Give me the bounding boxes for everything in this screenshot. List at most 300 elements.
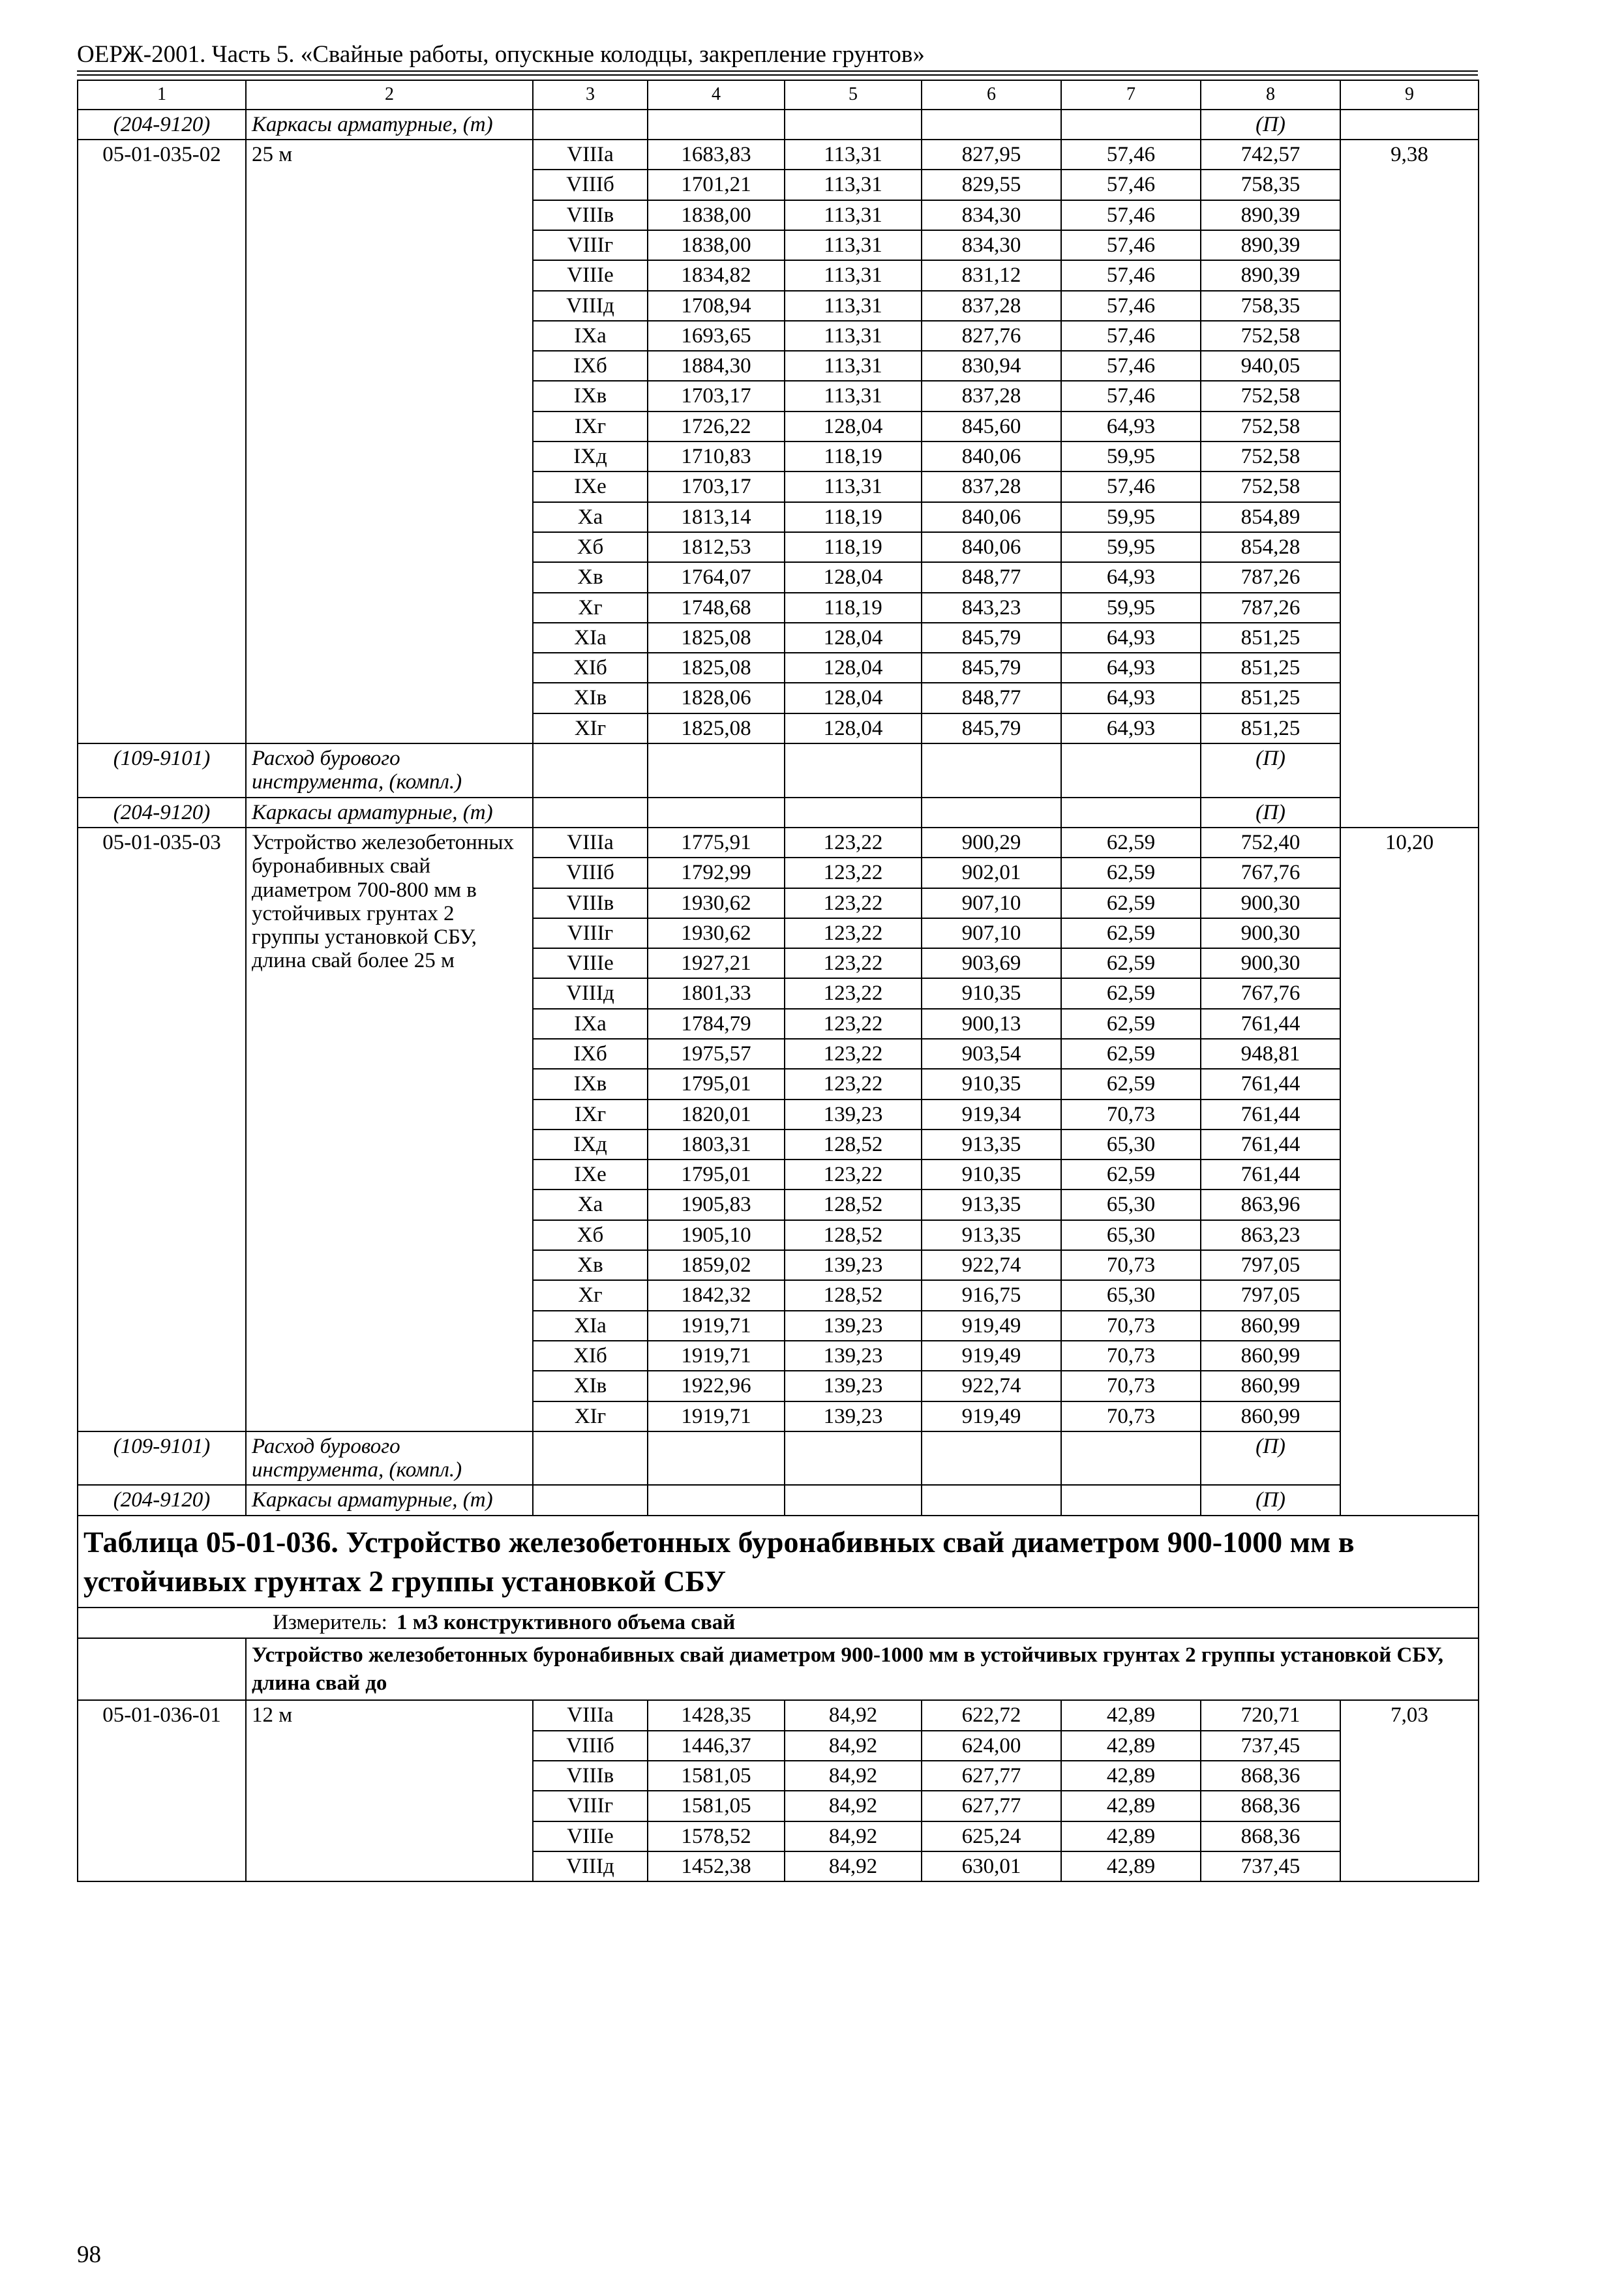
empty-cell [648, 743, 785, 798]
value-cell: 1922,96 [648, 1371, 785, 1401]
value-cell: 42,89 [1061, 1821, 1201, 1851]
value-cell: 57,46 [1061, 230, 1201, 260]
value-cell: 70,73 [1061, 1100, 1201, 1130]
value-cell-col8: 851,25 [1201, 683, 1340, 713]
resource-row-drill [78, 743, 1479, 798]
value-cell: 123,22 [785, 1009, 922, 1039]
value-cell: 1784,79 [648, 1009, 785, 1039]
value-cell: 118,19 [785, 532, 922, 562]
rate-name: 25 м [246, 140, 533, 743]
value-cell: 627,77 [922, 1791, 1061, 1821]
value-cell: 829,55 [922, 170, 1061, 200]
value-cell: 1703,17 [648, 381, 785, 411]
value-cell-col8: 797,05 [1201, 1280, 1340, 1310]
value-cell: 1905,10 [648, 1220, 785, 1250]
empty-cell [1340, 110, 1479, 140]
zone-cell: VIIIв [533, 200, 648, 230]
value-cell: 123,22 [785, 858, 922, 888]
empty-cell [533, 743, 648, 798]
value-cell: 910,35 [922, 978, 1061, 1008]
rates-table [77, 80, 1479, 1882]
value-cell: 622,72 [922, 1700, 1061, 1730]
value-cell: 1578,52 [648, 1821, 785, 1851]
table-row [78, 828, 1479, 858]
zone-cell: XIб [533, 1341, 648, 1371]
value-cell-col8: 752,58 [1201, 381, 1340, 411]
header-rule-2 [77, 74, 1478, 76]
zone-cell: IXе [533, 471, 648, 501]
resource-name: Каркасы арматурные, (т) [246, 110, 533, 140]
measure-row [78, 1608, 1479, 1638]
value-cell: 123,22 [785, 888, 922, 918]
value-cell: 113,31 [785, 351, 922, 381]
value-cell: 64,93 [1061, 562, 1201, 592]
value-cell-col8: 868,36 [1201, 1791, 1340, 1821]
value-cell: 1795,01 [648, 1159, 785, 1189]
value-cell: 1820,01 [648, 1100, 785, 1130]
value-cell-col8: 797,05 [1201, 1250, 1340, 1280]
value-cell: 59,95 [1061, 593, 1201, 623]
value-cell: 128,04 [785, 713, 922, 743]
rate-code: 05-01-035-03 [78, 828, 246, 1431]
value-cell: 84,92 [785, 1731, 922, 1761]
value-cell: 1828,06 [648, 683, 785, 713]
value-cell: 848,77 [922, 562, 1061, 592]
empty-cell [785, 110, 922, 140]
resource-row-continued [78, 110, 1479, 140]
value-cell-col8: 758,35 [1201, 291, 1340, 321]
resource-name: Каркасы арматурные, (т) [246, 798, 533, 828]
value-cell: 1581,05 [648, 1791, 785, 1821]
empty-cell [922, 110, 1061, 140]
zone-cell: VIIIд [533, 291, 648, 321]
empty-cell [648, 110, 785, 140]
value-cell: 139,23 [785, 1371, 922, 1401]
value-cell: 113,31 [785, 170, 922, 200]
value-cell: 827,76 [922, 321, 1061, 351]
zone-cell: Xа [533, 502, 648, 532]
value-cell: 113,31 [785, 291, 922, 321]
resource-row-frames [78, 798, 1479, 828]
rate-name: Устройство железобетонных буронабивных свай диаметром 700-800 мм в устойчивых грунтах 2 группы установкой СБУ, длина свай более 25 м [246, 828, 533, 1431]
value-cell-col8: 890,39 [1201, 200, 1340, 230]
value-cell: 1859,02 [648, 1250, 785, 1280]
rates-table-body [78, 80, 1479, 1881]
header-rule [77, 70, 1478, 72]
value-cell: 919,49 [922, 1311, 1061, 1341]
empty-cell [1061, 1431, 1201, 1486]
value-cell: 1919,71 [648, 1311, 785, 1341]
value-cell: 84,92 [785, 1791, 922, 1821]
value-cell: 1825,08 [648, 653, 785, 683]
zone-cell: VIIIг [533, 918, 648, 948]
value-cell: 840,06 [922, 441, 1061, 471]
value-cell: 57,46 [1061, 471, 1201, 501]
zone-cell: Xв [533, 562, 648, 592]
value-cell: 65,30 [1061, 1189, 1201, 1219]
column-number: 8 [1201, 80, 1340, 110]
column-number: 5 [785, 80, 922, 110]
value-cell: 837,28 [922, 471, 1061, 501]
value-cell: 62,59 [1061, 1159, 1201, 1189]
value-cell-col8: 761,44 [1201, 1100, 1340, 1130]
zone-cell: VIIIб [533, 858, 648, 888]
zone-cell: XIв [533, 1371, 648, 1401]
value-cell: 1446,37 [648, 1731, 785, 1761]
value-cell: 57,46 [1061, 291, 1201, 321]
value-cell: 903,54 [922, 1039, 1061, 1069]
resource-row-drill [78, 1431, 1479, 1486]
value-cell-col8: 851,25 [1201, 653, 1340, 683]
zone-cell: XIб [533, 653, 648, 683]
value-cell: 1581,05 [648, 1761, 785, 1791]
value-cell: 113,31 [785, 230, 922, 260]
value-cell: 123,22 [785, 978, 922, 1008]
col9-value: 7,03 [1340, 1700, 1479, 1881]
empty-cell [533, 110, 648, 140]
value-cell: 62,59 [1061, 1069, 1201, 1099]
value-cell: 1975,57 [648, 1039, 785, 1069]
value-cell: 128,04 [785, 411, 922, 441]
value-cell: 827,95 [922, 140, 1061, 170]
value-cell: 848,77 [922, 683, 1061, 713]
value-cell-col8: 787,26 [1201, 562, 1340, 592]
zone-cell: IXг [533, 1100, 648, 1130]
zone-cell: IXа [533, 1009, 648, 1039]
value-cell: 1825,08 [648, 623, 785, 653]
column-number: 3 [533, 80, 648, 110]
value-cell: 113,31 [785, 260, 922, 290]
zone-cell: IXа [533, 321, 648, 351]
value-cell: 1764,07 [648, 562, 785, 592]
value-cell: 62,59 [1061, 948, 1201, 978]
value-cell-col8: 851,25 [1201, 713, 1340, 743]
value-cell-col8: 761,44 [1201, 1009, 1340, 1039]
value-cell: 57,46 [1061, 140, 1201, 170]
value-cell: 84,92 [785, 1761, 922, 1791]
value-cell: 1803,31 [648, 1130, 785, 1159]
column-number: 2 [246, 80, 533, 110]
measure-label: Измеритель: [273, 1611, 387, 1635]
resource-note: (П) [1201, 1431, 1340, 1486]
value-cell: 57,46 [1061, 381, 1201, 411]
value-cell-col8: 890,39 [1201, 260, 1340, 290]
value-cell-col8: 720,71 [1201, 1700, 1340, 1730]
table-row [78, 140, 1479, 170]
value-cell: 64,93 [1061, 713, 1201, 743]
value-cell: 62,59 [1061, 828, 1201, 858]
value-cell: 1726,22 [648, 411, 785, 441]
column-number: 9 [1340, 80, 1479, 110]
value-cell: 902,01 [922, 858, 1061, 888]
value-cell: 919,34 [922, 1100, 1061, 1130]
value-cell: 1842,32 [648, 1280, 785, 1310]
value-cell-col8: 900,30 [1201, 948, 1340, 978]
value-cell-col8: 940,05 [1201, 351, 1340, 381]
table-row [78, 1700, 1479, 1730]
resource-name: Расход бурового инструмента, (компл.) [246, 743, 533, 798]
value-cell: 64,93 [1061, 653, 1201, 683]
value-cell: 837,28 [922, 381, 1061, 411]
value-cell-col8: 761,44 [1201, 1159, 1340, 1189]
value-cell: 830,94 [922, 351, 1061, 381]
empty-cell [1061, 743, 1201, 798]
value-cell: 123,22 [785, 918, 922, 948]
value-cell-col8: 787,26 [1201, 593, 1340, 623]
value-cell-col8: 860,99 [1201, 1371, 1340, 1401]
value-cell: 128,52 [785, 1130, 922, 1159]
value-cell: 64,93 [1061, 623, 1201, 653]
value-cell: 1748,68 [648, 593, 785, 623]
zone-cell: VIIIв [533, 888, 648, 918]
value-cell: 1693,65 [648, 321, 785, 351]
value-cell: 84,92 [785, 1821, 922, 1851]
value-cell: 113,31 [785, 471, 922, 501]
value-cell: 1813,14 [648, 502, 785, 532]
column-number-row [78, 80, 1479, 110]
value-cell-col8: 737,45 [1201, 1851, 1340, 1881]
value-cell: 57,46 [1061, 170, 1201, 200]
value-cell: 57,46 [1061, 200, 1201, 230]
value-cell: 70,73 [1061, 1311, 1201, 1341]
measure-value: 1 м3 конструктивного объема свай [397, 1611, 736, 1635]
value-cell: 831,12 [922, 260, 1061, 290]
value-cell: 910,35 [922, 1069, 1061, 1099]
value-cell: 128,52 [785, 1189, 922, 1219]
value-cell-col8: 860,99 [1201, 1341, 1340, 1371]
value-cell: 123,22 [785, 948, 922, 978]
empty-cell [922, 1431, 1061, 1486]
zone-cell: IXе [533, 1159, 648, 1189]
value-cell: 1919,71 [648, 1401, 785, 1431]
value-cell-col8: 863,23 [1201, 1220, 1340, 1250]
empty-cell [648, 798, 785, 828]
value-cell: 903,69 [922, 948, 1061, 978]
value-cell-col8: 761,44 [1201, 1069, 1340, 1099]
value-cell: 1838,00 [648, 230, 785, 260]
empty-cell [922, 798, 1061, 828]
zone-cell: Xв [533, 1250, 648, 1280]
zone-cell: XIа [533, 1311, 648, 1341]
group-title: Устройство железобетонных буронабивных свай диаметром 900-1000 мм в устойчивых грунтах 2 группы установкой СБУ, длина свай до [246, 1638, 1479, 1701]
value-cell-col8: 752,58 [1201, 441, 1340, 471]
value-cell: 1775,91 [648, 828, 785, 858]
value-cell: 59,95 [1061, 502, 1201, 532]
zone-cell: VIIIе [533, 260, 648, 290]
zone-cell: IXд [533, 1130, 648, 1159]
empty-cell [922, 1485, 1061, 1515]
value-cell-col8: 761,44 [1201, 1130, 1340, 1159]
empty-cell [922, 743, 1061, 798]
value-cell-col8: 758,35 [1201, 170, 1340, 200]
value-cell: 42,89 [1061, 1851, 1201, 1881]
zone-cell: Xб [533, 1220, 648, 1250]
zone-cell: VIIIв [533, 1761, 648, 1791]
value-cell: 62,59 [1061, 1009, 1201, 1039]
value-cell: 113,31 [785, 200, 922, 230]
value-cell: 62,59 [1061, 978, 1201, 1008]
zone-cell: VIIIе [533, 948, 648, 978]
value-cell-col8: 851,25 [1201, 623, 1340, 653]
zone-cell: Xг [533, 1280, 648, 1310]
rate-code: 05-01-035-02 [78, 140, 246, 743]
value-cell: 1927,21 [648, 948, 785, 978]
value-cell: 900,13 [922, 1009, 1061, 1039]
zone-cell: IXг [533, 411, 648, 441]
value-cell: 916,75 [922, 1280, 1061, 1310]
value-cell: 922,74 [922, 1250, 1061, 1280]
value-cell: 624,00 [922, 1731, 1061, 1761]
value-cell-col8: 890,39 [1201, 230, 1340, 260]
value-cell: 57,46 [1061, 260, 1201, 290]
zone-cell: IXд [533, 441, 648, 471]
value-cell-col8: 742,57 [1201, 140, 1340, 170]
resource-code: (204-9120) [78, 1485, 246, 1515]
value-cell: 1703,17 [648, 471, 785, 501]
value-cell-col8: 900,30 [1201, 888, 1340, 918]
value-cell: 1834,82 [648, 260, 785, 290]
value-cell: 840,06 [922, 502, 1061, 532]
group-title-row [78, 1638, 1479, 1701]
resource-name: Каркасы арматурные, (т) [246, 1485, 533, 1515]
value-cell-col8: 854,89 [1201, 502, 1340, 532]
value-cell-col8: 767,76 [1201, 858, 1340, 888]
value-cell: 1930,62 [648, 918, 785, 948]
value-cell: 42,89 [1061, 1791, 1201, 1821]
value-cell: 1701,21 [648, 170, 785, 200]
value-cell: 1919,71 [648, 1341, 785, 1371]
value-cell: 1801,33 [648, 978, 785, 1008]
value-cell-col8: 868,36 [1201, 1821, 1340, 1851]
zone-cell: VIIIд [533, 978, 648, 1008]
value-cell: 123,22 [785, 1039, 922, 1069]
value-cell: 843,23 [922, 593, 1061, 623]
value-cell: 910,35 [922, 1159, 1061, 1189]
resource-code: (109-9101) [78, 743, 246, 798]
value-cell: 128,04 [785, 623, 922, 653]
value-cell: 65,30 [1061, 1280, 1201, 1310]
value-cell: 1683,83 [648, 140, 785, 170]
value-cell: 113,31 [785, 140, 922, 170]
value-cell: 919,49 [922, 1341, 1061, 1371]
value-cell: 139,23 [785, 1401, 922, 1431]
value-cell: 123,22 [785, 1069, 922, 1099]
value-cell: 139,23 [785, 1100, 922, 1130]
resource-code: (204-9120) [78, 798, 246, 828]
value-cell: 65,30 [1061, 1220, 1201, 1250]
value-cell: 64,93 [1061, 683, 1201, 713]
value-cell: 128,52 [785, 1280, 922, 1310]
measure-cell [78, 1608, 1479, 1638]
value-cell-col8: 767,76 [1201, 978, 1340, 1008]
page-header: ОЕРЖ-2001. Часть 5. «Свайные работы, опускные колодцы, закрепление грунтов» [77, 41, 925, 68]
value-cell: 123,22 [785, 828, 922, 858]
value-cell: 913,35 [922, 1130, 1061, 1159]
value-cell: 84,92 [785, 1700, 922, 1730]
resource-note: (П) [1201, 743, 1340, 798]
value-cell: 42,89 [1061, 1731, 1201, 1761]
empty-cell [78, 1638, 246, 1701]
column-number: 1 [78, 80, 246, 110]
value-cell: 913,35 [922, 1220, 1061, 1250]
value-cell-col8: 900,30 [1201, 918, 1340, 948]
value-cell: 113,31 [785, 381, 922, 411]
value-cell: 62,59 [1061, 888, 1201, 918]
value-cell: 59,95 [1061, 441, 1201, 471]
value-cell: 1812,53 [648, 532, 785, 562]
zone-cell: XIв [533, 683, 648, 713]
value-cell: 845,79 [922, 713, 1061, 743]
value-cell: 922,74 [922, 1371, 1061, 1401]
zone-cell: XIа [533, 623, 648, 653]
empty-cell [785, 1431, 922, 1486]
value-cell: 840,06 [922, 532, 1061, 562]
page-number: 98 [77, 2241, 101, 2268]
empty-cell [1061, 110, 1201, 140]
value-cell: 1792,99 [648, 858, 785, 888]
zone-cell: VIIIе [533, 1821, 648, 1851]
value-cell: 84,92 [785, 1851, 922, 1881]
resource-note: (П) [1201, 1485, 1340, 1515]
zone-cell: XIг [533, 1401, 648, 1431]
zone-cell: Xб [533, 532, 648, 562]
resource-code: (204-9120) [78, 110, 246, 140]
value-cell: 42,89 [1061, 1761, 1201, 1791]
value-cell: 139,23 [785, 1311, 922, 1341]
resource-row-frames [78, 1485, 1479, 1515]
table-title: Таблица 05-01-036. Устройство железобетонных буронабивных свай диаметром 900-1000 мм в устойчивых грунтах 2 группы установкой СБУ [78, 1516, 1479, 1608]
value-cell: 1795,01 [648, 1069, 785, 1099]
col9-value: 9,38 [1340, 140, 1479, 828]
resource-name: Расход бурового инструмента, (компл.) [246, 1431, 533, 1486]
value-cell: 65,30 [1061, 1130, 1201, 1159]
column-number: 4 [648, 80, 785, 110]
value-cell: 627,77 [922, 1761, 1061, 1791]
value-cell: 128,52 [785, 1220, 922, 1250]
empty-cell [1061, 1485, 1201, 1515]
value-cell: 118,19 [785, 441, 922, 471]
zone-cell: VIIIб [533, 170, 648, 200]
resource-note: (П) [1201, 110, 1340, 140]
value-cell: 1825,08 [648, 713, 785, 743]
value-cell: 834,30 [922, 200, 1061, 230]
zone-cell: Xа [533, 1189, 648, 1219]
value-cell: 70,73 [1061, 1341, 1201, 1371]
value-cell-col8: 948,81 [1201, 1039, 1340, 1069]
zone-cell: IXб [533, 351, 648, 381]
value-cell: 59,95 [1061, 532, 1201, 562]
table-title-row [78, 1516, 1479, 1608]
value-cell: 70,73 [1061, 1401, 1201, 1431]
rate-code: 05-01-036-01 [78, 1700, 246, 1881]
value-cell: 907,10 [922, 888, 1061, 918]
value-cell: 57,46 [1061, 351, 1201, 381]
zone-cell: VIIIг [533, 1791, 648, 1821]
value-cell: 62,59 [1061, 1039, 1201, 1069]
zone-cell: VIIIг [533, 230, 648, 260]
value-cell: 118,19 [785, 593, 922, 623]
resource-note: (П) [1201, 798, 1340, 828]
value-cell: 118,19 [785, 502, 922, 532]
value-cell-col8: 752,58 [1201, 471, 1340, 501]
zone-cell: IXв [533, 1069, 648, 1099]
value-cell: 70,73 [1061, 1250, 1201, 1280]
value-cell: 837,28 [922, 291, 1061, 321]
value-cell: 919,49 [922, 1401, 1061, 1431]
zone-cell: IXб [533, 1039, 648, 1069]
value-cell: 834,30 [922, 230, 1061, 260]
value-cell: 913,35 [922, 1189, 1061, 1219]
